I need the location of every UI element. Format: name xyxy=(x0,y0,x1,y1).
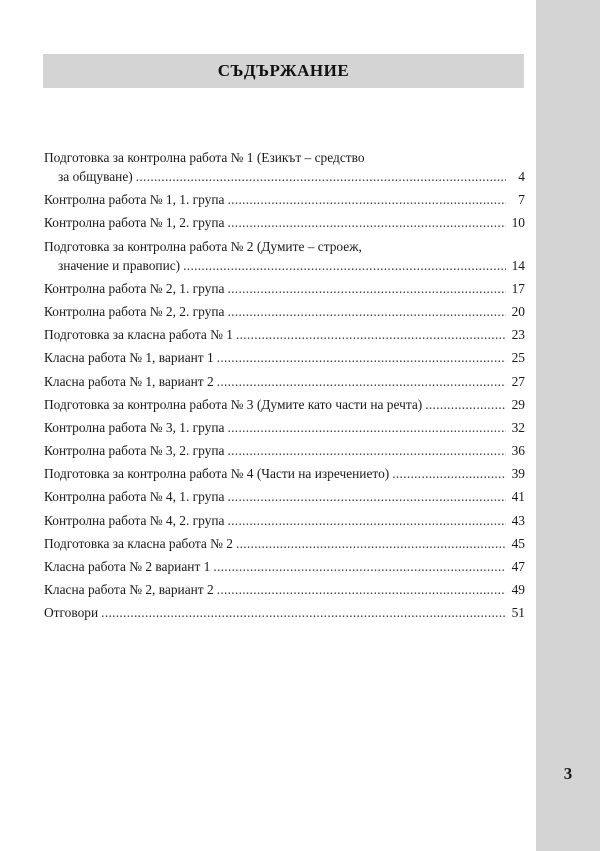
toc-entry-title: Контролна работа № 1, 1. група xyxy=(44,192,225,208)
toc-page-number: 14 xyxy=(511,257,525,273)
toc-entry-title: Класна работа № 2, вариант 2 xyxy=(44,582,214,598)
table-of-contents xyxy=(44,148,525,627)
dot-leader xyxy=(236,534,506,553)
toc-entry xyxy=(44,302,525,321)
toc-page-number: 36 xyxy=(511,443,525,459)
toc-entry xyxy=(44,580,525,599)
toc-entry-line xyxy=(44,511,525,530)
toc-entry-line xyxy=(44,213,525,232)
dot-leader xyxy=(217,348,506,367)
toc-entry-title: Контролна работа № 2, 2. група xyxy=(44,303,225,319)
dot-leader xyxy=(425,395,506,414)
toc-entry-line xyxy=(44,487,525,506)
side-margin-band xyxy=(536,0,600,851)
toc-entry xyxy=(44,279,525,298)
toc-page-number: 39 xyxy=(511,466,525,482)
dot-leader xyxy=(228,190,507,209)
toc-entry-title: Подготовка за контролна работа № 1 (Езикът – средство xyxy=(44,150,365,165)
toc-entry xyxy=(44,148,525,186)
toc-page-number: 20 xyxy=(511,303,525,319)
toc-entry-title: Контролна работа № 3, 1. група xyxy=(44,419,225,435)
toc-entry-title: Контролна работа № 2, 1. група xyxy=(44,280,225,296)
toc-entry-line xyxy=(44,237,525,256)
toc-entry-title: Подготовка за класна работа № 1 xyxy=(44,327,233,343)
toc-page-number: 23 xyxy=(511,327,525,343)
dot-leader xyxy=(392,464,506,483)
toc-entry-title: Подготовка за контролна работа № 4 (Части на изречението) xyxy=(44,466,390,482)
toc-entry-title: Подготовка за класна работа № 2 xyxy=(44,535,233,551)
toc-entry xyxy=(44,441,525,460)
toc-page-number: 29 xyxy=(511,396,525,412)
toc-page-number: 17 xyxy=(511,280,525,296)
dot-leader xyxy=(236,325,506,344)
toc-entry xyxy=(44,603,525,622)
toc-entry-line xyxy=(44,167,525,186)
toc-entry-line xyxy=(44,348,525,367)
toc-entry-line xyxy=(44,418,525,437)
dot-leader xyxy=(228,441,507,460)
toc-entry-title: Класна работа № 1, вариант 1 xyxy=(44,350,214,366)
toc-entry xyxy=(44,395,525,414)
toc-entry xyxy=(44,418,525,437)
page-number: 3 xyxy=(563,764,573,783)
toc-entry-title: Класна работа № 2 вариант 1 xyxy=(44,559,211,574)
toc-entry-title: Отговори xyxy=(44,605,99,621)
dot-leader xyxy=(183,256,506,275)
title-bar xyxy=(43,54,524,88)
toc-entry-line xyxy=(44,372,525,391)
toc-entry-line xyxy=(44,148,525,167)
toc-entry-title: Подготовка за контролна работа № 3 (Думите като части на речта) xyxy=(44,396,423,412)
toc-entry xyxy=(44,557,525,576)
toc-entry-line xyxy=(44,302,525,321)
toc-entry-line xyxy=(44,580,525,599)
toc-entry-title: Подготовка за контролна работа № 2 (Думите – строеж, xyxy=(44,238,362,254)
toc-entry-title: за общуване) xyxy=(58,169,133,184)
toc-entry xyxy=(44,213,525,232)
toc-page-number: 32 xyxy=(511,419,525,435)
dot-leader xyxy=(228,213,507,232)
dot-leader xyxy=(136,167,506,186)
toc-entry-title: значение и правопис) xyxy=(58,257,181,273)
toc-entry-line xyxy=(44,325,525,344)
toc-page-number: 10 xyxy=(511,215,525,231)
toc-page-number: 43 xyxy=(511,512,525,528)
toc-entry-line xyxy=(44,441,525,460)
toc-page-number: 51 xyxy=(511,605,525,621)
toc-entry xyxy=(44,534,525,553)
toc-entry xyxy=(44,464,525,483)
toc-entry-line xyxy=(44,464,525,483)
page-title: СЪДЪРЖАНИЕ xyxy=(217,61,350,80)
toc-entry xyxy=(44,372,525,391)
toc-entry xyxy=(44,511,525,530)
toc-entry-title: Контролна работа № 1, 2. група xyxy=(44,215,225,231)
toc-page-number: 27 xyxy=(511,373,525,389)
toc-entry-title: Контролна работа № 4, 1. група xyxy=(44,489,225,505)
toc-entry xyxy=(44,325,525,344)
toc-entry xyxy=(44,190,525,209)
toc-entry xyxy=(44,487,525,506)
toc-page-number: 49 xyxy=(511,582,525,598)
toc-entry-title: Контролна работа № 4, 2. група xyxy=(44,512,225,528)
toc-page-number: 4 xyxy=(518,169,525,184)
toc-page-number: 7 xyxy=(518,192,525,208)
dot-leader xyxy=(228,418,507,437)
dot-leader xyxy=(228,302,507,321)
dot-leader xyxy=(101,603,506,622)
toc-entry-line xyxy=(44,256,525,275)
dot-leader xyxy=(217,580,506,599)
dot-leader xyxy=(228,279,507,298)
toc-entry-line xyxy=(44,603,525,622)
dot-leader xyxy=(217,372,506,391)
dot-leader xyxy=(213,557,506,576)
toc-page-number: 45 xyxy=(511,535,525,551)
toc-page-number: 41 xyxy=(511,489,525,505)
toc-entry xyxy=(44,237,525,275)
dot-leader xyxy=(228,487,507,506)
toc-entry-line xyxy=(44,395,525,414)
toc-page-number: 47 xyxy=(511,559,525,574)
toc-entry-line xyxy=(44,557,525,576)
toc-entry xyxy=(44,348,525,367)
toc-entry-title: Класна работа № 1, вариант 2 xyxy=(44,373,214,389)
toc-entry-line xyxy=(44,190,525,209)
toc-page-number: 25 xyxy=(511,350,525,366)
toc-entry-title: Контролна работа № 3, 2. група xyxy=(44,443,225,459)
toc-entry-line xyxy=(44,279,525,298)
toc-entry-line xyxy=(44,534,525,553)
dot-leader xyxy=(228,511,507,530)
